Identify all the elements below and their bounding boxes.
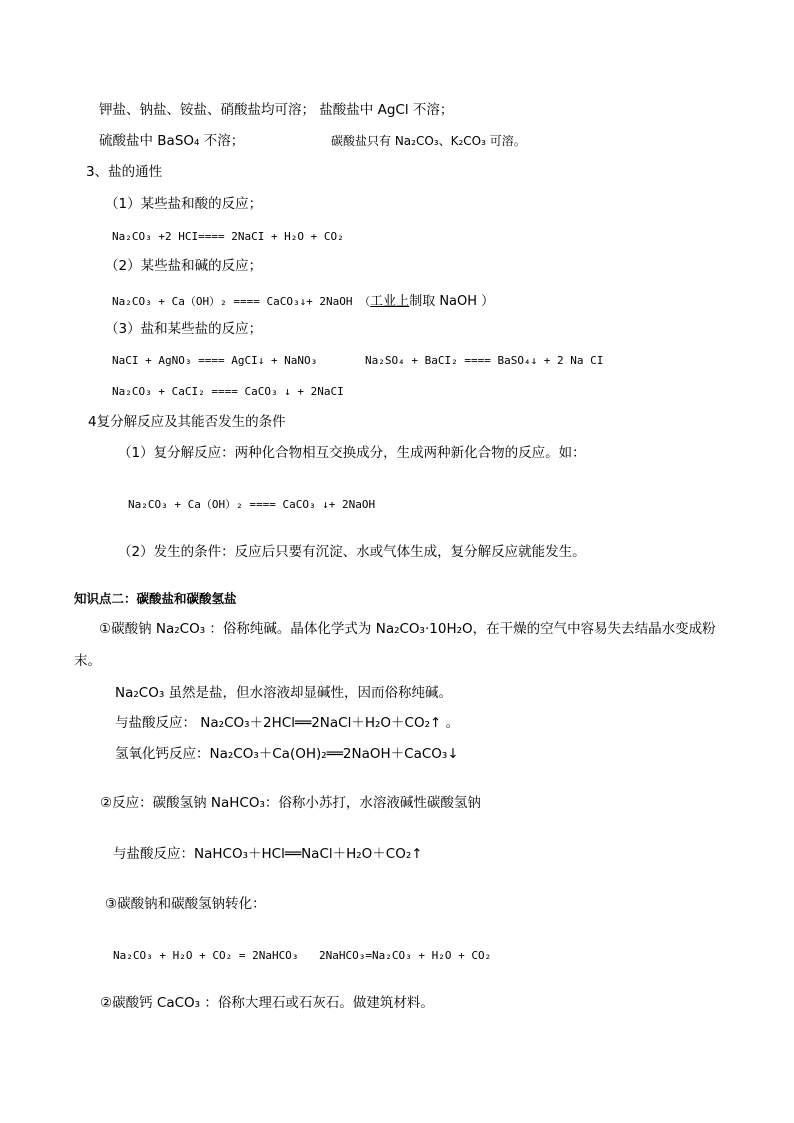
equation-salt-base [112, 292, 494, 308]
equation-salt-salt-2: Na₂SO₄ + BaCI₂ ==== BaSO₄↓ + 2 Na CI [365, 354, 604, 367]
equation-salt-base-formula: Na₂CO₃ + Ca（OH）₂ ==== CaCO₃↓+ 2NaOH （ [112, 295, 371, 308]
equation-salt-base-note: 制取 NaOH ） [409, 294, 495, 309]
subheading-salt-salt: （3）盐和某些盐的反应； [105, 321, 263, 337]
solubility-carbonate: 碳酸盐只有 Na₂CO₃、K₂CO₃ 可溶。 [331, 134, 526, 148]
equation-salt-base-industry: 工业上 [370, 294, 410, 309]
carbonate-bicarbonate-conversion: ③碳酸钠和碳酸氢钠转化： [105, 896, 266, 912]
equation-salt-acid: Na₂CO₃ +2 HCI==== 2NaCI + H₂O + CO₂ [112, 230, 344, 243]
condition-double-decomposition: （2）发生的条件：反应后只要有沉淀、水或气体生成，复分解反应就能发生。 [118, 544, 586, 560]
subheading-salt-base: （2）某些盐和碱的反应； [105, 258, 263, 274]
sodium-carbonate-with-hcl: 与盐酸反应： Na₂CO₃＋2HCl══2NaCl＋H₂O＋CO₂↑ 。 [115, 715, 460, 731]
solubility-line-1: 钾盐、钠盐、铵盐、硝酸盐均可溶； 盐酸盐中 AgCl 不溶； [99, 102, 454, 118]
equation-conversion-1: Na₂CO₃ + H₂O + CO₂ = 2NaHCO₃ [113, 949, 299, 962]
sodium-carbonate-basicity: Na₂CO₃ 虽然是盐，但水溶液却显碱性，因而俗称纯碱。 [115, 685, 453, 701]
sodium-bicarbonate-description: ②反应：碳酸氢钠 NaHCO₃：俗称小苏打，水溶液碱性碳酸氢钠 [100, 795, 481, 811]
equation-double-decomposition-example: Na₂CO₃ + Ca（OH）₂ ==== CaCO₃ ↓+ 2NaOH [128, 498, 376, 511]
definition-double-decomposition: （1）复分解反应：两种化合物相互交换成分，生成两种新化合物的反应。如： [118, 445, 586, 461]
sodium-carbonate-description: ①碳酸钠 Na₂CO₃ ：俗称纯碱。晶体化学式为 Na₂CO₃·10H₂O，在干燥的空气中容易失去结晶水变成粉 [99, 621, 716, 637]
equation-conversion-2: 2NaHCO₃=Na₂CO₃ + H₂O + CO₂ [319, 949, 492, 962]
solubility-sulfate: 硫酸盐中 BaSO₄ 不溶； [99, 133, 245, 149]
equation-salt-salt-3: Na₂CO₃ + CaCI₂ ==== CaCO₃ ↓ + 2NaCI [112, 385, 344, 398]
calcium-carbonate-description: ②碳酸钙 CaCO₃ ：俗称大理石或石灰石。做建筑材料。 [100, 995, 434, 1011]
equation-salt-salt-1: NaCI + AgNO₃ ==== AgCI↓ + NaNO₃ [112, 354, 318, 367]
subheading-salt-acid: （1）某些盐和酸的反应； [105, 196, 263, 212]
section-heading-salt-properties: 3、盐的通性 [86, 164, 163, 180]
sodium-bicarbonate-with-hcl: 与盐酸反应：NaHCO₃＋HCl══NaCl＋H₂O＋CO₂↑ [113, 846, 423, 862]
section-heading-double-decomposition: 4复分解反应及其能否发生的条件 [88, 414, 286, 430]
knowledge-point-2-heading: 知识点二：碳酸盐和碳酸氢盐 [74, 591, 237, 606]
sodium-carbonate-description-end: 末。 [74, 653, 101, 669]
sodium-carbonate-with-caoh2: 氢氧化钙反应：Na₂CO₃＋Ca(OH)₂══2NaOH＋CaCO₃↓ [115, 746, 459, 762]
